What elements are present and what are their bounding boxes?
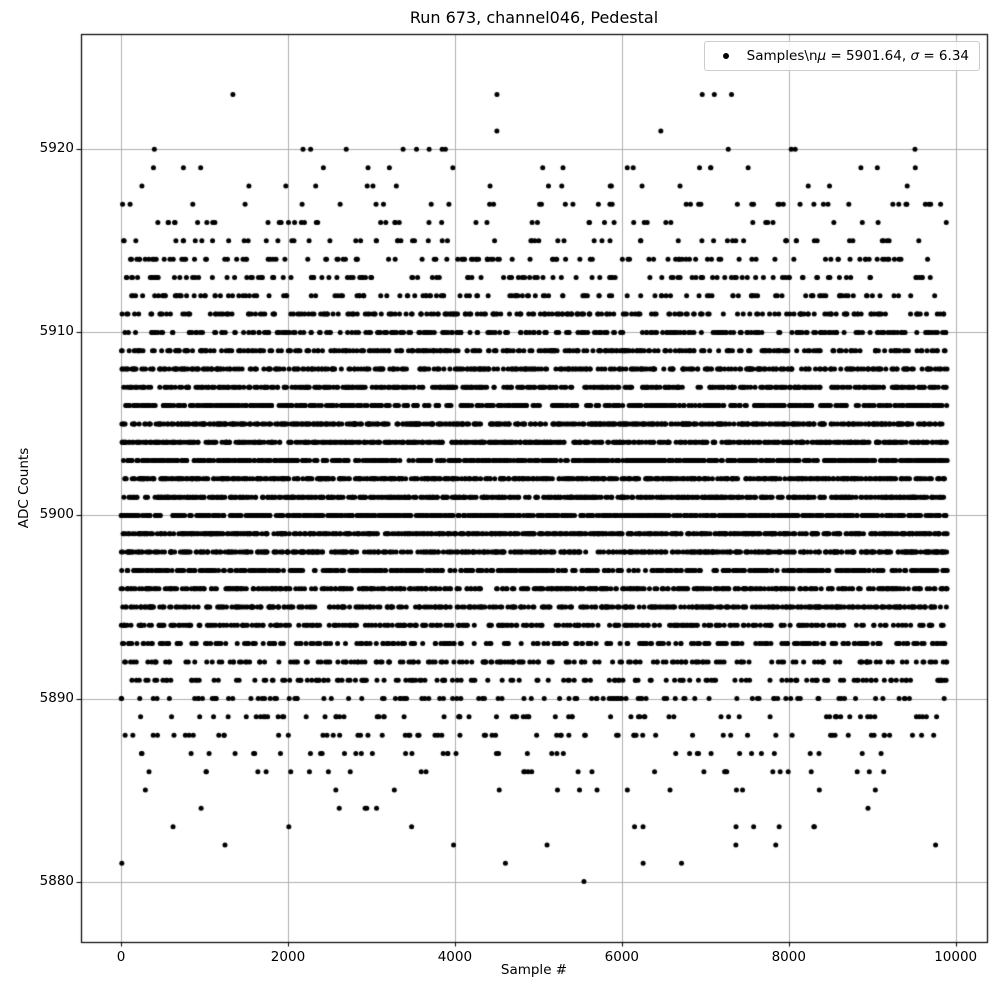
x-tick-label: 10000: [934, 949, 978, 965]
x-tick-label: 2000: [270, 949, 306, 965]
y-axis-label: ADC Counts: [16, 447, 32, 529]
legend: [704, 41, 980, 71]
x-tick-label: 8000: [771, 949, 806, 965]
y-tick-label: 5910: [39, 323, 74, 340]
chart-title: Run 673, channel046, Pedestal: [409, 8, 659, 27]
legend-label: Samples\nμ = 5901.64, σ = 6.34: [746, 48, 969, 64]
y-tick-label: 5880: [39, 872, 74, 889]
y-tick-label: 5890: [39, 689, 74, 706]
x-tick-label: 0: [116, 949, 126, 965]
x-tick-label: 6000: [604, 949, 640, 965]
y-tick-label: 5900: [39, 506, 74, 523]
x-axis-label: Sample #: [500, 962, 568, 978]
legend-dot-marker-icon: [723, 53, 729, 59]
x-tick-label: 4000: [437, 949, 473, 965]
y-tick-label: 5920: [39, 140, 74, 157]
